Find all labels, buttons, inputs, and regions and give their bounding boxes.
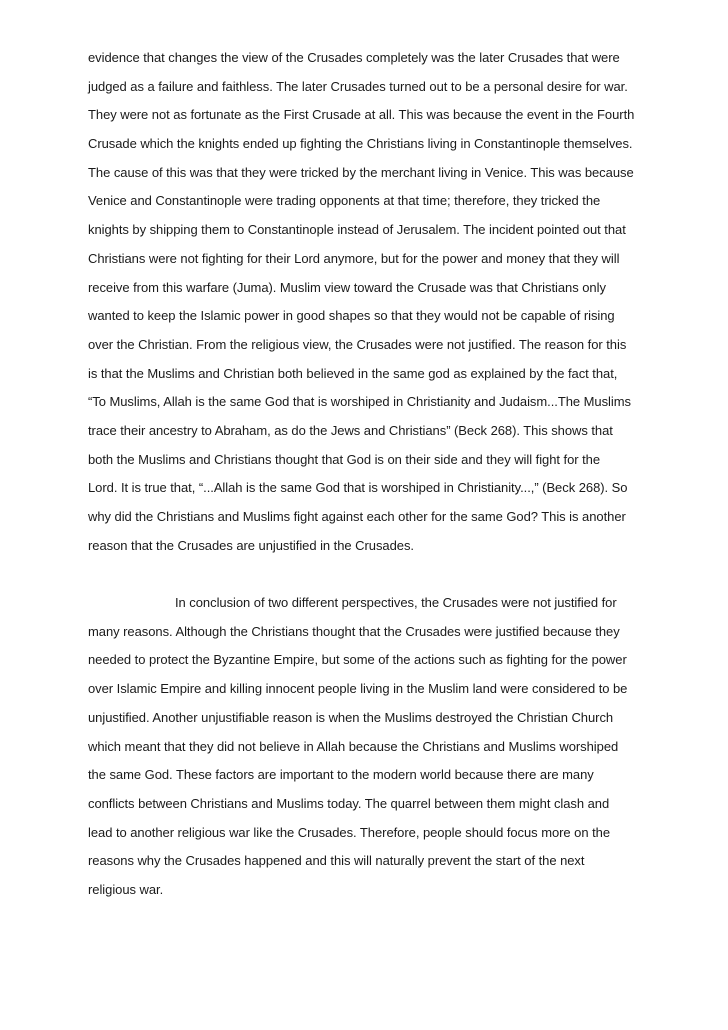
text-line: They were not as fortunate as the First Crusade at all. This was because the event in the Fourth [88, 107, 635, 123]
text-line: which meant that they did not believe in Allah because the Christians and Muslims worshiped [88, 738, 619, 754]
text-line: unjustified. Another unjustifiable reason is when the Muslims destroyed the Christian Church [88, 709, 614, 725]
text-line: lead to another religious war like the Crusades. Therefore, people should focus more on the [88, 824, 611, 840]
text-line: conflicts between Christians and Muslims today. The quarrel between them might clash and [88, 795, 610, 811]
text-line: reason that the Crusades are unjustified in the Crusades. [88, 537, 414, 553]
paragraph-spacer [88, 560, 668, 589]
text-line: receive from this warfare (Juma). Muslim view toward the Crusade was that Christians only [88, 279, 606, 295]
text-line: the same God. These factors are important to the modern world because there are many [88, 767, 594, 783]
text-line: over the Christian. From the religious view, the Crusades were not justified. The reason for this [88, 336, 627, 352]
text-line: needed to protect the Byzantine Empire, but some of the actions such as fighting for the power [88, 652, 627, 668]
text-line: reasons why the Crusades happened and this will naturally prevent the start of the next [88, 853, 585, 869]
text-line: Lord. It is true that, “...Allah is the same God that is worshiped in Christianity...,” (Beck 268). So [88, 480, 628, 496]
text-line-indented: In conclusion of two different perspectives, the Crusades were not justified for [175, 595, 617, 611]
paragraph-1 [88, 44, 668, 560]
text-line: judged as a failure and faithless. The later Crusades turned out to be a personal desire for war. [88, 78, 628, 94]
text-line: religious war. [88, 881, 164, 897]
text-line: The cause of this was that they were tricked by the merchant living in Venice. This was because [88, 164, 634, 180]
text-line: over Islamic Empire and killing innocent people living in the Muslim land were considered to be [88, 681, 628, 697]
text-line: Venice and Constantinople were trading opponents at that time; therefore, they tricked the [88, 193, 601, 209]
text-line: evidence that changes the view of the Crusades completely was the later Crusades that were [88, 50, 620, 65]
text-line: wanted to keep the Islamic power in good shapes so that they would not be capable of rising [88, 308, 615, 324]
text-line: many reasons. Although the Christians thought that the Crusades were justified because they [88, 623, 620, 639]
text-line: both the Muslims and Christians thought that God is on their side and they will fight for the [88, 451, 601, 467]
text-line: why did the Christians and Muslims fight against each other for the same God? This is another [88, 509, 626, 524]
text-line: trace their ancestry to Abraham, as do the Jews and Christians” (Beck 268). This shows that [88, 422, 613, 438]
text-line: Crusade which the knights ended up fighting the Christians living in Constantinople themselves. [88, 136, 633, 152]
text-line: “To Muslims, Allah is the same God that is worshiped in Christianity and Judaism...The Muslims [88, 394, 631, 410]
document-body [88, 44, 668, 905]
text-line: Christians were not fighting for their Lord anymore, but for the power and money that they will [88, 250, 620, 266]
paragraph-2 [88, 589, 668, 905]
text-line: knights by shipping them to Constantinople instead of Jerusalem. The incident pointed out that [88, 222, 626, 238]
text-line: is that the Muslims and Christian both believed in the same god as explained by the fact that, [88, 365, 618, 381]
